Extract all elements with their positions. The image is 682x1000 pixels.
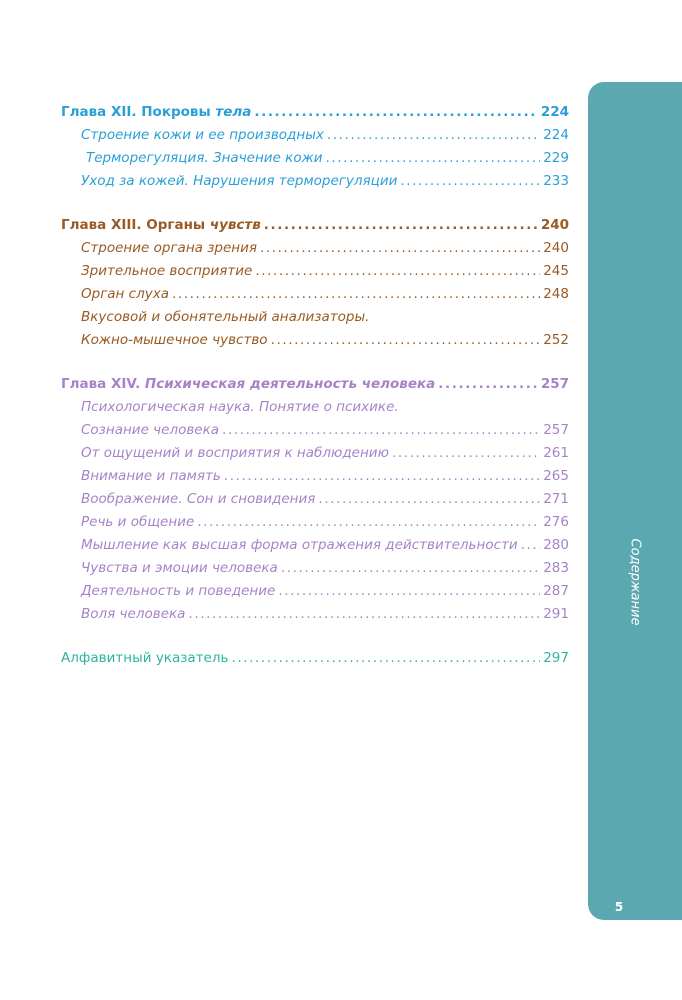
entry-title: Воображение. Сон и сновидения	[81, 491, 316, 507]
toc-entry[interactable]	[61, 170, 569, 193]
toc-entry[interactable]	[61, 260, 569, 283]
entry-title: Речь и общение	[81, 514, 195, 530]
toc-entry[interactable]	[61, 557, 569, 580]
entry-title: Мышление как высшая форма отражения действительности	[81, 537, 518, 553]
page-number: 265	[543, 468, 569, 484]
page-number: 257	[540, 376, 569, 392]
leader-dots	[318, 488, 540, 511]
entry-title: Зрительное восприятие	[81, 263, 253, 279]
entry-title: Терморегуляция. Значение кожи	[86, 150, 323, 166]
chapter-heading[interactable]	[61, 373, 569, 396]
toc-entry[interactable]	[61, 329, 569, 352]
leader-dots	[278, 580, 540, 603]
chapter-title-em: тела	[215, 104, 252, 120]
chapter-14	[61, 373, 569, 626]
index-title: Алфавитный указатель	[61, 650, 229, 666]
page-number: 229	[543, 150, 569, 166]
toc-entry[interactable]	[61, 283, 569, 306]
page-number: 276	[543, 514, 569, 530]
toc-entry[interactable]	[61, 147, 569, 170]
page-number: 252	[543, 332, 569, 348]
entry-title: Кожно-мышечное чувство	[81, 332, 268, 348]
entry-title: Сознание человека	[81, 422, 220, 438]
section-tab-label: Содержание	[627, 538, 643, 626]
chapter-title: Органы	[146, 217, 210, 233]
entry-title: Воля человека	[81, 606, 186, 622]
leader-dots	[260, 237, 540, 260]
chapter-title: Покровы	[141, 104, 216, 120]
page-number: 224	[543, 127, 569, 143]
toc-entry[interactable]	[61, 124, 569, 147]
entry-title-line1: Вкусовой и обонятельный анализаторы.	[81, 309, 370, 325]
leader-dots	[188, 603, 540, 626]
chapter-title: Психическая деятельность человека	[144, 376, 436, 392]
chapter-12	[61, 101, 569, 193]
entry-title: Деятельность и поведение	[81, 583, 276, 599]
page-number: 291	[543, 606, 569, 622]
chapter-heading[interactable]	[61, 101, 569, 124]
toc-entry[interactable]	[61, 603, 569, 626]
toc-entry-index[interactable]	[61, 647, 569, 670]
entry-title: Уход за кожей. Нарушения терморегуляции	[81, 173, 398, 189]
toc-entry[interactable]	[61, 580, 569, 603]
alphabetical-index	[61, 647, 569, 670]
entry-title: От ощущений и восприятия к наблюдению	[81, 445, 389, 461]
page-number: 287	[543, 583, 569, 599]
page-number: 233	[543, 173, 569, 189]
page-number: 245	[543, 263, 569, 279]
entry-title: Строение органа зрения	[81, 240, 257, 256]
page-number: 240	[540, 217, 569, 233]
toc-entry[interactable]	[61, 237, 569, 260]
toc-entry[interactable]	[61, 488, 569, 511]
table-of-contents	[61, 101, 569, 691]
toc-entry[interactable]	[61, 465, 569, 488]
page-number: 257	[543, 422, 569, 438]
page-number: 248	[543, 286, 569, 302]
leader-dots	[521, 534, 541, 557]
leader-dots	[392, 442, 540, 465]
leader-dots	[222, 419, 540, 442]
chapter-prefix: Глава XII.	[61, 104, 142, 120]
leader-dots	[231, 647, 540, 670]
page-number: 224	[540, 104, 569, 120]
chapter-title-em: чувств	[209, 217, 261, 233]
page-number: 261	[543, 445, 569, 461]
leader-dots	[255, 260, 540, 283]
leader-dots	[438, 373, 538, 396]
chapter-heading[interactable]	[61, 214, 569, 237]
folio-page-number: 5	[614, 900, 624, 914]
entry-title-line1: Психологическая наука. Понятие о психике.	[81, 399, 399, 415]
toc-entry[interactable]	[61, 534, 569, 557]
page-number: 297	[543, 650, 569, 666]
page-number: 280	[543, 537, 569, 553]
page-number: 271	[543, 491, 569, 507]
chapter-prefix: Глава XIV.	[61, 376, 145, 392]
leader-dots	[281, 557, 540, 580]
leader-dots	[326, 147, 541, 170]
toc-entry[interactable]	[61, 511, 569, 534]
leader-dots	[327, 124, 540, 147]
toc-entry[interactable]	[61, 419, 569, 442]
leader-dots	[224, 465, 540, 488]
leader-dots	[400, 170, 540, 193]
leader-dots	[172, 283, 540, 306]
leader-dots	[254, 101, 537, 124]
entry-title: Чувства и эмоции человека	[81, 560, 278, 576]
entry-title: Орган слуха	[81, 286, 169, 302]
toc-entry[interactable]	[61, 442, 569, 465]
section-tab	[588, 82, 682, 920]
leader-dots	[271, 329, 541, 352]
chapter-13	[61, 214, 569, 352]
entry-title: Внимание и память	[81, 468, 221, 484]
chapter-prefix: Глава XIII.	[61, 217, 147, 233]
leader-dots	[264, 214, 538, 237]
leader-dots	[197, 511, 540, 534]
page-number: 283	[543, 560, 569, 576]
entry-title: Строение кожи и ее производных	[81, 127, 324, 143]
page-number: 240	[543, 240, 569, 256]
